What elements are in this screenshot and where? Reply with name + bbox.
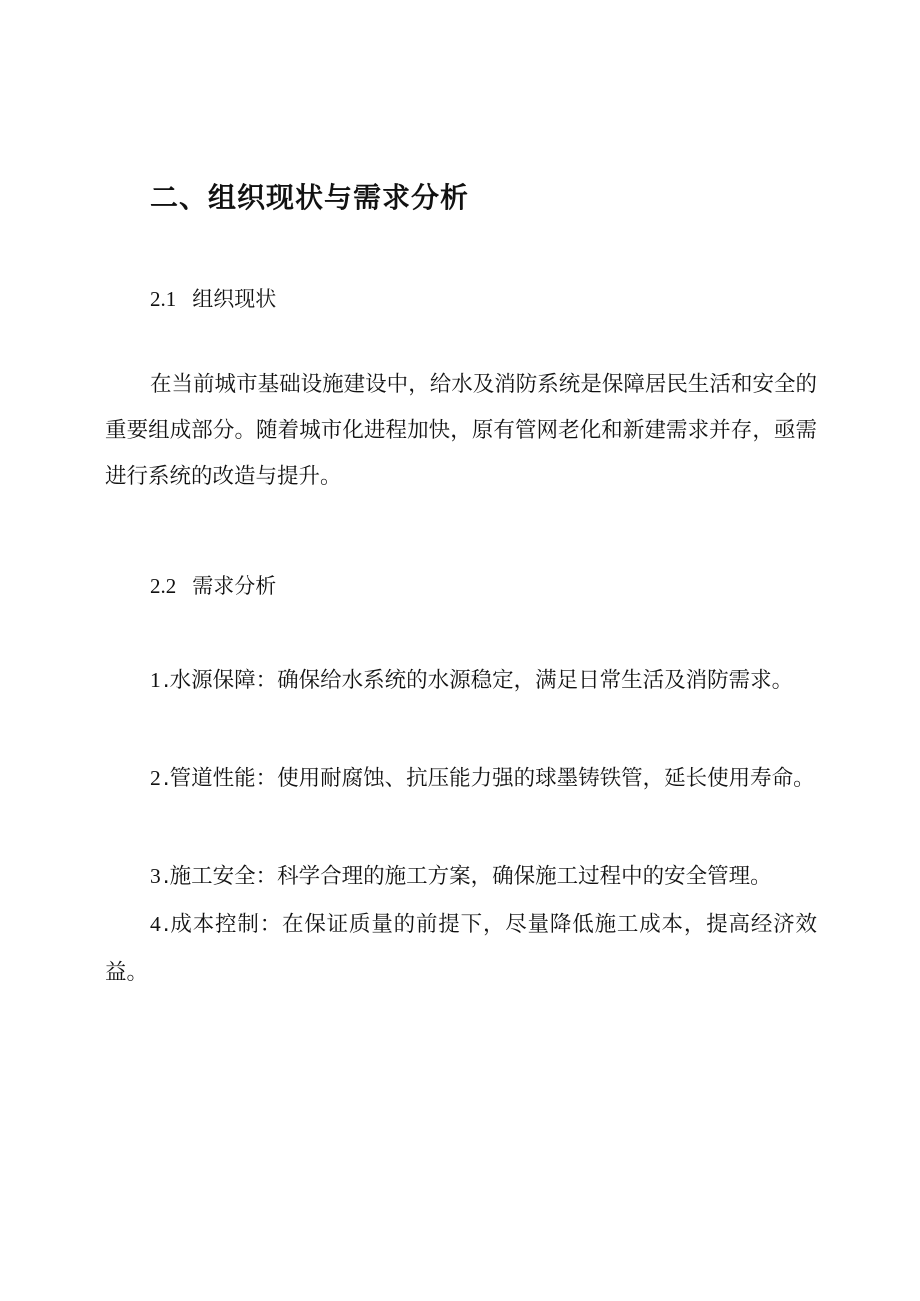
list-item-index: 1 bbox=[150, 668, 161, 692]
section-heading-2-1 bbox=[150, 283, 276, 313]
list-item-index: 3 bbox=[150, 864, 161, 888]
list-item-4 bbox=[105, 900, 817, 997]
page-title: 二、组织现状与需求分析 bbox=[150, 181, 470, 214]
section-paragraph: 在当前城市基础设施建设中，给水及消防系统是保障居民生活和安全的重要组成部分。随着城市化进程加快，原有管网老化和新建需求并存，亟需进行系统的改造与提升。 bbox=[105, 372, 817, 489]
list-item-text: .水源保障：确保给水系统的水源稳定，满足日常生活及消防需求。 bbox=[162, 668, 794, 693]
list-item-text: .管道性能：使用耐腐蚀、抗压能力强的球墨铸铁管，延长使用寿命。 bbox=[162, 766, 815, 791]
section-heading-2-2 bbox=[150, 570, 276, 600]
list-item-3 bbox=[105, 852, 817, 901]
section-heading-text: 组织现状 bbox=[192, 287, 277, 311]
list-item-index: 4 bbox=[150, 912, 161, 936]
section-heading-text: 需求分析 bbox=[192, 574, 277, 598]
list-item-index: 2 bbox=[150, 766, 161, 790]
list-item-1 bbox=[105, 656, 817, 705]
list-item-text: .施工安全：科学合理的施工方案，确保施工过程中的安全管理。 bbox=[162, 864, 772, 889]
section-number: 2.1 bbox=[150, 287, 177, 311]
section-number: 2.2 bbox=[150, 574, 177, 598]
list-item-text: .成本控制：在保证质量的前提下，尽量降低施工成本，提高经济效益。 bbox=[105, 912, 817, 985]
list-item-2 bbox=[105, 754, 817, 803]
